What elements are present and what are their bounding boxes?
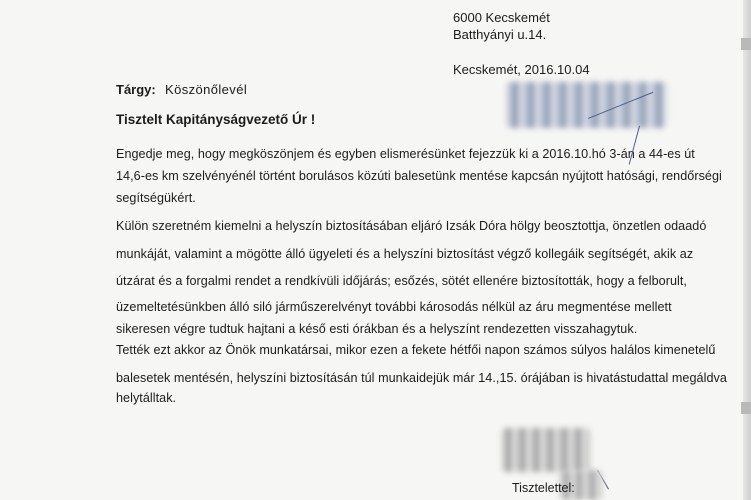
body-line: Külön szeretném kiemelni a helyszín biztosításában eljáró Izsák Dóra hölgy beosztottja, önzetlen odaadó	[116, 219, 707, 233]
binding-mark	[741, 402, 751, 414]
redacted-recipient-block	[507, 82, 667, 128]
body-line: Engedje meg, hogy megköszönjem és egyben elismerésünket fejezzük ki a 2016.10.hó 3-án a 44-es út	[116, 147, 695, 161]
body-line: munkáját, valamint a mögötte álló ügyeleti és a helyszíni biztosítást végző kollegáik segítségét, akik az	[116, 247, 694, 261]
place-and-date: Kecskemét, 2016.10.04	[453, 62, 590, 77]
paper-edge	[743, 0, 751, 500]
salutation: Tisztelt Kapitányságvezető Úr !	[116, 112, 316, 127]
subject-value: Köszönőlevél	[165, 82, 248, 97]
body-line: balesetek mentésén, helyszíni biztosításán túl munkaidejük már 14.,15. órájában is hivatástudattal megáldva	[116, 371, 727, 385]
redacted-signature-name	[502, 428, 590, 472]
subject-label: Tárgy:	[116, 82, 156, 97]
body-line: sikeresen végre tudtuk hajtani a késő esti órákban és a helyszínt rendezetten visszahagytuk.	[116, 322, 638, 336]
sender-address-city: 6000 Kecskemét	[453, 10, 550, 25]
body-line: segítségükért.	[116, 191, 196, 205]
sender-address-street: Batthyányi u.14.	[453, 27, 547, 42]
body-line: útzárat és a forgalmi rendet a rendkívüli időjárás; esőzés, sötét ellenére biztosították, hogy a felborult,	[116, 274, 687, 288]
body-line: üzemeltetésünkben álló siló járműszerelvényt további károsodás nélkül az áru megmentése mellett	[116, 300, 672, 314]
body-line: helytálltak.	[116, 391, 177, 405]
body-line: 14,6-es km szelvényénél történt borulásos közúti balesetünk mentése kapcsán nyújtott hatósági, rendőrségi	[116, 169, 722, 183]
body-line: Tették ezt akkor az Önök munkatársai, mikor ezen a fekete hétfői napon számos súlyos halálos kimenetelű	[116, 343, 716, 357]
closing: Tisztelettel:	[512, 481, 575, 495]
binding-mark	[741, 38, 751, 50]
